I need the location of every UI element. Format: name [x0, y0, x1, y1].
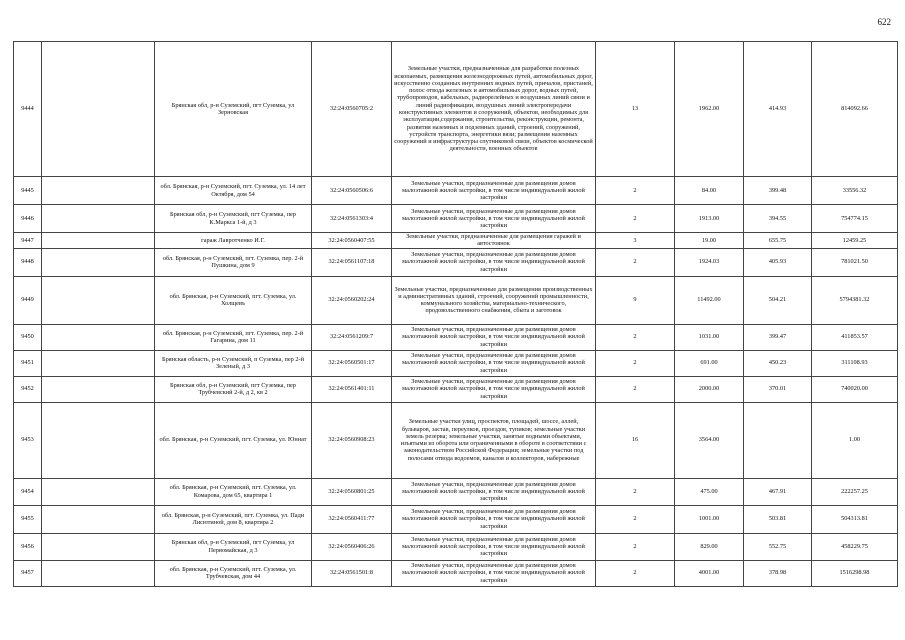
- blank-cell: [42, 248, 155, 276]
- row-number: 9450: [14, 324, 42, 350]
- cadastral-value: 754774.15: [812, 205, 898, 233]
- table-row: [14, 402, 898, 478]
- use-group: 2: [596, 248, 675, 276]
- cadastral-value: 222257.25: [812, 478, 898, 505]
- land-use-description: Земельные участки, предназначенные для размещения домов малоэтажной жилой застройки, в том числе индивидуальной жилой застройки: [392, 205, 596, 233]
- address-cell: Брянская область, р-н Суземский, п Суземка, пер 2-й Зеленый, д 3: [155, 350, 312, 376]
- cadastral-number: 32:24:0560506:6: [312, 177, 392, 205]
- blank-cell: [42, 205, 155, 233]
- cadastral-value: 311108.93: [812, 350, 898, 376]
- land-use-description: Земельные участки, предназначенные для размещения производственных и административных зданий, строений, сооружений промышленности, коммунального хозяйства, материально-технического, продовольственного снабжения, сбыта и заготовок: [392, 276, 596, 324]
- address-cell: обл. Брянская, р-н Суземский, пгт. Суземка, ул. Трубчевская, дом 44: [155, 560, 312, 586]
- cadastral-number: 32:24:0560202:24: [312, 276, 392, 324]
- blank-cell: [42, 560, 155, 586]
- area: 1001.00: [675, 505, 744, 533]
- specific-value: 504.21: [744, 276, 812, 324]
- row-number: 9455: [14, 505, 42, 533]
- address-cell: обл. Брянская, р-н Суземский, пгт. Суземка, ул. Холщевъ: [155, 276, 312, 324]
- blank-cell: [42, 350, 155, 376]
- area: 19.00: [675, 233, 744, 249]
- row-number: 9452: [14, 376, 42, 402]
- area: 829.00: [675, 533, 744, 560]
- area: 475.00: [675, 478, 744, 505]
- land-use-description: Земельные участки, предназначенные для размещения домов малоэтажной жилой застройки, в том числе индивидуальной жилой застройки: [392, 533, 596, 560]
- blank-cell: [42, 533, 155, 560]
- table-row: [14, 276, 898, 324]
- address-cell: гараж Лавротченко И.Г.: [155, 233, 312, 249]
- address-cell: обл. Брянская, р-н Суземский, пгт. Суземка, ул. Комарова, дом 65, квартира 1: [155, 478, 312, 505]
- table-row: [14, 248, 898, 276]
- specific-value: 394.55: [744, 205, 812, 233]
- address-cell: Брянская обл, р-н Суземский, пгт Суземка, пер Трубчевский 2-й, д 2, кв 2: [155, 376, 312, 402]
- blank-cell: [42, 276, 155, 324]
- land-use-description: Земельные участки, предназначенные для размещения домов малоэтажной жилой застройки, в том числе индивидуальной жилой застройки: [392, 505, 596, 533]
- area: 1913.00: [675, 205, 744, 233]
- area: 1962.00: [675, 42, 744, 177]
- table-row: [14, 533, 898, 560]
- cadastral-number: 32:24:0560908:23: [312, 402, 392, 478]
- land-use-description: Земельные участки улиц, проспектов, площадей, шоссе, аллей, бульваров, застав, переулков, проездов, тупиков; земельные участки земель резерва; земельные участки, занятые водными объектами, изъятыми из оборота или ограниченными в обороте в соответствии с законодательством Российской Федерации; земельные участки под полосами отвода водоемов, каналов и коллекторов, набережные: [392, 402, 596, 478]
- specific-value: 399.48: [744, 177, 812, 205]
- cadastral-number: 32:24:0560705:2: [312, 42, 392, 177]
- use-group: 3: [596, 233, 675, 249]
- cadastral-value: 12459.25: [812, 233, 898, 249]
- use-group: 2: [596, 478, 675, 505]
- land-use-description: Земельные участки, предназначенные для разработки полезных ископаемых, размещения железнодорожных путей, автомобильных дорог, искусственно созданных внутренних водных путей, причалов, пристаней, полос отвода железных и автомобильных дорог, водных путей, трубопроводов, кабельных, радиорелейных и воздушных линий связи и линий радиофикации, воздушных линий электропередачи конструктивных элементов и сооружений, объектов, необходимых для эксплуатации,содержания, строительства, реконструкции, ремонта, развития наземных и подземных зданий, строений, сооружений, устройств транспорта, энергетики вязи; размещения наземных сооружений и инфраструктуры спутниковой связи, объектов космической деятельности, военных объектов: [392, 42, 596, 177]
- use-group: 2: [596, 533, 675, 560]
- specific-value: 467.91: [744, 478, 812, 505]
- row-number: 9446: [14, 205, 42, 233]
- address-cell: обл. Брянская, р-н Суземский, пгт. Суземка, ул. Пади Лисютиной, дом 8, квартира 2: [155, 505, 312, 533]
- blank-cell: [42, 177, 155, 205]
- specific-value: 655.75: [744, 233, 812, 249]
- row-number: 9453: [14, 402, 42, 478]
- cadastral-value: 1516298.98: [812, 560, 898, 586]
- table-row: [14, 350, 898, 376]
- address-cell: Брянская обл, р-н Суземский, пгт Суземка, ул Зерновская: [155, 42, 312, 177]
- area: 4001.00: [675, 560, 744, 586]
- area: 11492.00: [675, 276, 744, 324]
- use-group: 9: [596, 276, 675, 324]
- row-number: 9447: [14, 233, 42, 249]
- cadastral-value: 1.00: [812, 402, 898, 478]
- land-use-description: Земельные участки, предназначенные для размещения домов малоэтажной жилой застройки, в том числе индивидуальной жилой застройки: [392, 376, 596, 402]
- cadastral-value: 5794381.32: [812, 276, 898, 324]
- page-number: 622: [877, 17, 891, 27]
- row-number: 9445: [14, 177, 42, 205]
- use-group: 2: [596, 177, 675, 205]
- table-row: [14, 505, 898, 533]
- area: 691.00: [675, 350, 744, 376]
- specific-value: 414.93: [744, 42, 812, 177]
- cadastral-value: 740020.00: [812, 376, 898, 402]
- land-use-description: Земельные участки, предназначенные для размещения домов малоэтажной жилой застройки, в том числе индивидуальной жилой застройки: [392, 350, 596, 376]
- cadastral-value: 781021.50: [812, 248, 898, 276]
- table-row: [14, 478, 898, 505]
- table-row: [14, 324, 898, 350]
- address-cell: Брянская обл, р-н Суземский, пгт Суземка, ул Первомайская, д 3: [155, 533, 312, 560]
- table-row: [14, 560, 898, 586]
- specific-value: 399.47: [744, 324, 812, 350]
- cadastral-number: 32:24:0560411:77: [312, 505, 392, 533]
- cadastral-number: 32:24:0560801:25: [312, 478, 392, 505]
- cadastral-number: 32:24:0561209:7: [312, 324, 392, 350]
- land-use-description: Земельные участки, предназначенные для размещения домов малоэтажной жилой застройки, в том числе индивидуальной жилой застройки: [392, 478, 596, 505]
- cadastral-value: 411853.57: [812, 324, 898, 350]
- blank-cell: [42, 478, 155, 505]
- row-number: 9444: [14, 42, 42, 177]
- address-cell: обл. Брянская, р-н Суземский, пгт. Суземка, пер. 2-й Пушкина, дом 9: [155, 248, 312, 276]
- area: 2000.00: [675, 376, 744, 402]
- area: 84.00: [675, 177, 744, 205]
- cadastral-value: 504313.81: [812, 505, 898, 533]
- table-row: [14, 177, 898, 205]
- use-group: 2: [596, 205, 675, 233]
- address-cell: Брянская обл, р-н Суземский, пгт Суземка, пер К.Маркса 1-й, д 3: [155, 205, 312, 233]
- blank-cell: [42, 376, 155, 402]
- specific-value: 405.93: [744, 248, 812, 276]
- use-group: 13: [596, 42, 675, 177]
- land-use-description: Земельные участки, предназначенные для размещения гаражей и автостоянок: [392, 233, 596, 249]
- cadastral-number: 32:24:0560406:26: [312, 533, 392, 560]
- address-cell: обл. Брянская, р-н Суземский, пгт. Суземка, пер. 2-й Гагарина, дом 11: [155, 324, 312, 350]
- specific-value: 378.98: [744, 560, 812, 586]
- row-number: 9449: [14, 276, 42, 324]
- cadastral-number: 32:24:0561303:4: [312, 205, 392, 233]
- cadastral-number: 32:24:0561107:18: [312, 248, 392, 276]
- blank-cell: [42, 402, 155, 478]
- specific-value: [744, 402, 812, 478]
- cadastral-value: 33556.32: [812, 177, 898, 205]
- row-number: 9448: [14, 248, 42, 276]
- row-number: 9451: [14, 350, 42, 376]
- area: 1031.00: [675, 324, 744, 350]
- cadastral-number: 32:24:0560407:55: [312, 233, 392, 249]
- area: 3564.00: [675, 402, 744, 478]
- address-cell: обл. Брянская, р-н Суземский, пгт. Суземка, ул. 14 лет Октября, дом 54: [155, 177, 312, 205]
- row-number: 9457: [14, 560, 42, 586]
- table-row: [14, 233, 898, 249]
- registry-table: [13, 41, 898, 587]
- land-use-description: Земельные участки, предназначенные для размещения домов малоэтажной жилой застройки, в том числе индивидуальной жилой застройки: [392, 560, 596, 586]
- table-row: [14, 42, 898, 177]
- cadastral-number: 32:24:0561501:8: [312, 560, 392, 586]
- address-cell: обл. Брянская, р-н Суземский, пгт. Суземка, ул. Юннат: [155, 402, 312, 478]
- use-group: 2: [596, 505, 675, 533]
- cadastral-number: 32:24:0560501:17: [312, 350, 392, 376]
- area: 1924.03: [675, 248, 744, 276]
- blank-cell: [42, 505, 155, 533]
- specific-value: 503.81: [744, 505, 812, 533]
- table-row: [14, 205, 898, 233]
- use-group: 2: [596, 324, 675, 350]
- cadastral-value: 458229.75: [812, 533, 898, 560]
- use-group: 2: [596, 350, 675, 376]
- specific-value: 552.75: [744, 533, 812, 560]
- land-use-description: Земельные участки, предназначенные для размещения домов малоэтажной жилой застройки, в том числе индивидуальной жилой застройки: [392, 248, 596, 276]
- row-number: 9456: [14, 533, 42, 560]
- specific-value: 370.01: [744, 376, 812, 402]
- row-number: 9454: [14, 478, 42, 505]
- land-use-description: Земельные участки, предназначенные для размещения домов малоэтажной жилой застройки, в том числе индивидуальной жилой застройки: [392, 324, 596, 350]
- cadastral-number: 32:24:0561401:11: [312, 376, 392, 402]
- land-use-description: Земельные участки, предназначенные для размещения домов малоэтажной жилой застройки, в том числе индивидуальной жилой застройки: [392, 177, 596, 205]
- table-row: [14, 376, 898, 402]
- blank-cell: [42, 233, 155, 249]
- blank-cell: [42, 42, 155, 177]
- use-group: 2: [596, 376, 675, 402]
- cadastral-value: 814092.66: [812, 42, 898, 177]
- use-group: 2: [596, 560, 675, 586]
- blank-cell: [42, 324, 155, 350]
- specific-value: 450.23: [744, 350, 812, 376]
- use-group: 16: [596, 402, 675, 478]
